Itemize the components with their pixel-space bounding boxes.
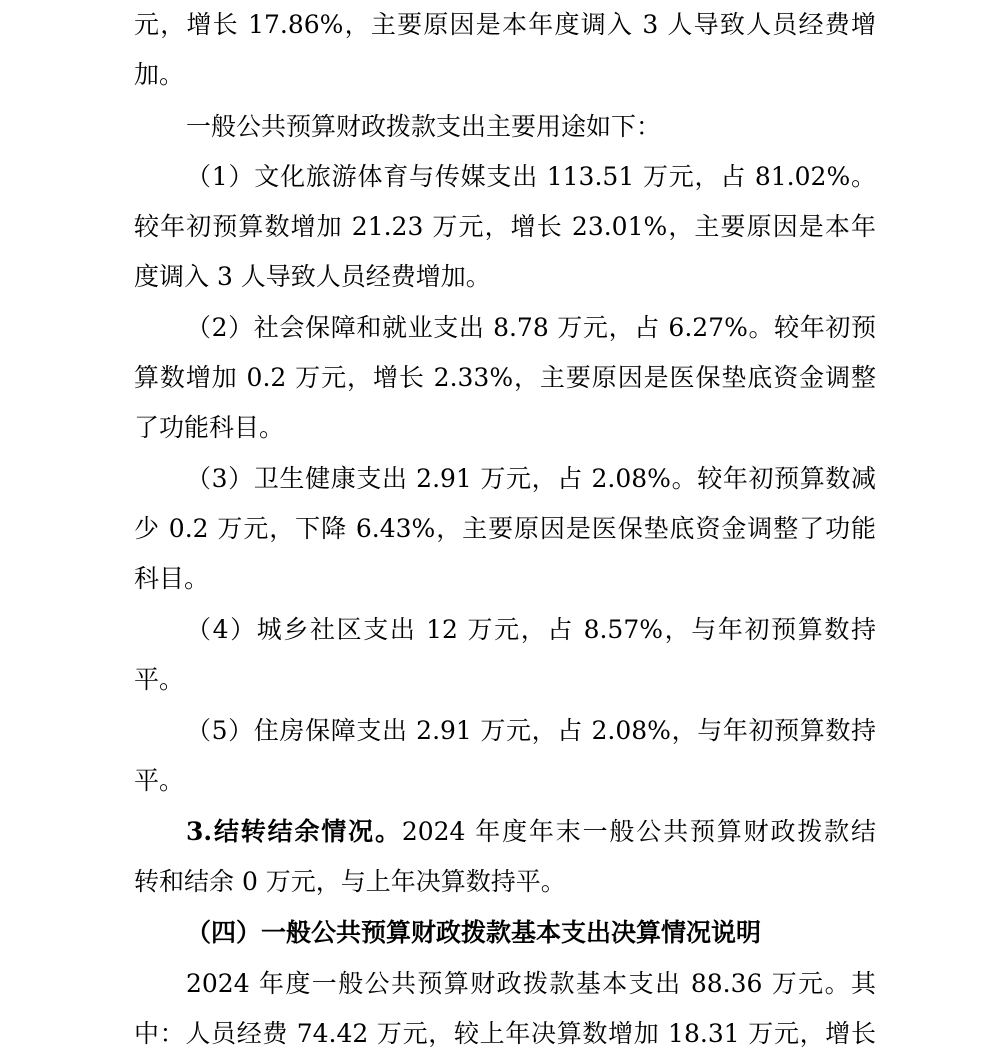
paragraph-line: 平。 [134, 766, 185, 795]
section-heading: （四）一般公共预算财政拨款基本支出决算情况说明 [186, 918, 762, 947]
list-item-line: （3）卫生健康支出 2.91 万元，占 2.08%。较年初预算数减 [186, 464, 876, 493]
paragraph-line: 度调入 3 人导致人员经费增加。 [134, 262, 491, 291]
paragraph-line: 一般公共预算财政拨款支出主要用途如下： [186, 112, 662, 141]
paragraph-line: 转和结余 0 万元，与上年决算数持平。 [134, 867, 566, 896]
paragraph-line: 平。 [134, 665, 185, 694]
paragraph-line: 加。 [134, 60, 185, 89]
paragraph-line: 了功能科目。 [134, 413, 285, 442]
section-lead-text: 2024 年度年末一般公共预算财政拨款结 [401, 817, 876, 846]
list-item-line: （1）文化旅游体育与传媒支出 113.51 万元，占 81.02%。 [186, 162, 876, 191]
paragraph-line: 较年初预算数增加 21.23 万元，增长 23.01%，主要原因是本年 [134, 212, 876, 241]
paragraph-line: 科目。 [134, 564, 210, 593]
list-item-line: （5）住房保障支出 2.91 万元，占 2.08%，与年初预算数持 [186, 716, 876, 745]
paragraph-line: 2024 年度一般公共预算财政拨款基本支出 88.36 万元。其 [186, 969, 876, 998]
section-lead-title: 3.结转结余情况。 [186, 817, 402, 846]
paragraph-line: 元，增长 17.86%，主要原因是本年度调入 3 人导致人员经费增 [134, 10, 876, 39]
section-lead-line [134, 807, 876, 857]
list-item-line: （2）社会保障和就业支出 8.78 万元，占 6.27%。较年初预 [186, 313, 876, 342]
paragraph-line: 少 0.2 万元，下降 6.43%，主要原因是医保垫底资金调整了功能 [134, 514, 876, 543]
paragraph-line: 中：人员经费 74.42 万元，较上年决算数增加 18.31 万元，增长 [134, 1019, 876, 1048]
list-item-line: （4）城乡社区支出 12 万元，占 8.57%，与年初预算数持 [186, 615, 876, 644]
paragraph-line: 算数增加 0.2 万元，增长 2.33%，主要原因是医保垫底资金调整 [134, 363, 876, 392]
